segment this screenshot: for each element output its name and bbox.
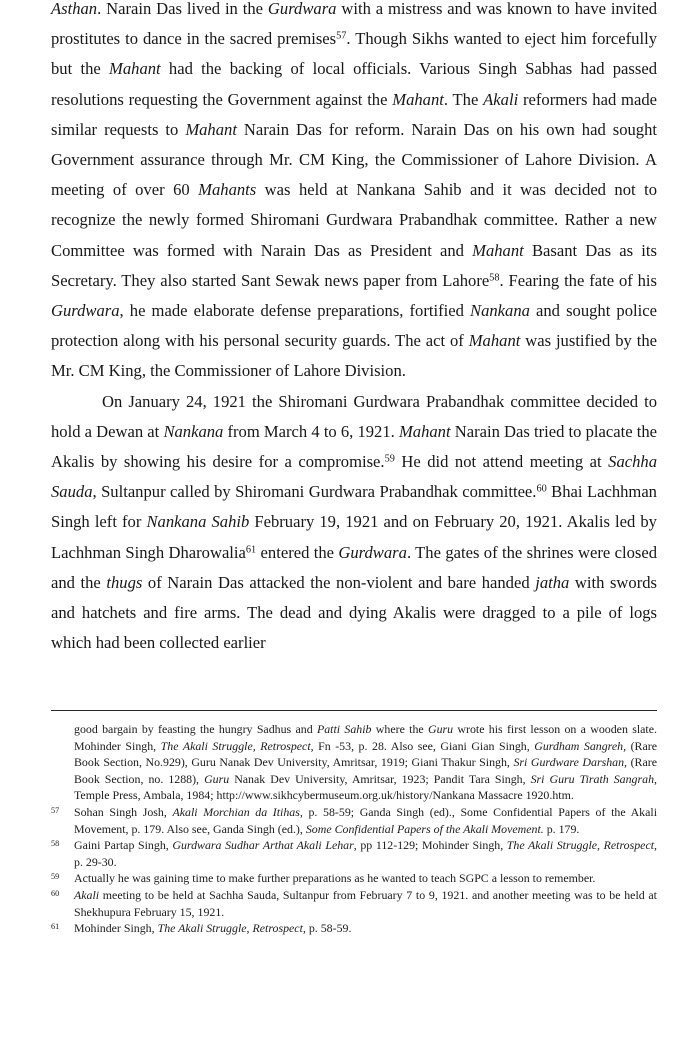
italic-term: The Akali Struggle, Retrospect, xyxy=(160,738,314,753)
text-run: . Though Sikhs wanted to eject him forcefully but the xyxy=(51,29,657,79)
footnote-entry xyxy=(51,870,657,887)
text-run: p. 58-59; Ganda Singh (ed)., Some Confidential Papers of the Akali Movement, p. 179. Also see, Ganda Singh (ed.), xyxy=(74,804,657,836)
italic-term: Sri Gurdware Darshan, xyxy=(513,755,628,770)
text-run: He did not attend meeting at xyxy=(394,452,609,472)
text-run: with swords and hatchets and fire arms. The dead and dying Akalis were dragged to a pile of logs which had been collected earlier xyxy=(51,572,657,653)
italic-term: Mahant xyxy=(392,89,444,109)
text-run: Basant Das as its Secretary. They also started Sant Sewak news paper from Lahore xyxy=(51,240,657,290)
footnote-reference[interactable]: 61 xyxy=(245,544,257,556)
italic-term: Gurdwara xyxy=(338,542,407,562)
text-run: (Rare Book Section, no. 1288), xyxy=(74,755,657,786)
footnote-number[interactable]: 59 xyxy=(51,872,60,882)
text-run: was held at Nankana Sahib and it was decided not to recognize the newly formed Shiromani Gurdwara Prabandhak committee. Rather a new Committee was formed with Narain Das as President and xyxy=(51,180,657,260)
text-run: p. 58-59. xyxy=(305,921,352,936)
footnote-text xyxy=(74,920,657,937)
text-run: meeting to be held at Sachha Sauda, Sultanpur from February 7 to 9, 1921. and another meeting was to be held at Shekhupura February 15, 1921. xyxy=(74,887,657,919)
italic-term: Nankana Sahib xyxy=(146,512,250,532)
italic-term: Sri Guru Tirath Sangrah, xyxy=(530,771,657,786)
italic-term: Asthan xyxy=(51,0,98,18)
italic-term: jatha xyxy=(535,572,570,592)
italic-term: Mahant xyxy=(398,421,451,441)
text-run: February 19, 1921 and on February 20, 1921. Akalis led by Lachhman Singh Dharowalia xyxy=(51,512,657,562)
italic-term: Mahant xyxy=(185,119,237,139)
italic-term: Mahant xyxy=(109,59,161,79)
italic-term: Some Confidential Papers of the Akali Movement. xyxy=(305,821,544,836)
italic-term: Akali xyxy=(74,887,100,902)
text-run: , pp 112-129; Mohinder Singh, xyxy=(353,838,507,853)
italic-term: Guru xyxy=(204,771,230,786)
footnote-reference[interactable]: 58 xyxy=(489,272,500,284)
text-run: and sought police protection along with his personal security guards. The act of xyxy=(51,301,657,351)
text-run: p. 179. xyxy=(543,821,580,836)
italic-term: Mahants xyxy=(198,180,257,200)
footnote-reference[interactable]: 59 xyxy=(384,453,395,465)
text-run: of Narain Das attacked the non-violent and bare handed xyxy=(142,572,536,592)
footnote-reference[interactable]: 60 xyxy=(536,483,547,495)
italic-term: Gurdwara Sudhar Arthat Akali Lehar xyxy=(172,838,354,853)
footnote-entry xyxy=(51,804,657,837)
text-run: (Rare Book Section, No.929), Guru Nanak Dev University, Amritsar, 1919; Giani Thakur Singh, xyxy=(74,738,657,770)
text-run: had the backing of local officials. Various Singh Sabhas had passed resolutions requesting the Government against the xyxy=(51,59,658,109)
text-run: . Narain Das lived in the xyxy=(97,0,268,18)
footnote-entry xyxy=(51,920,657,937)
text-run: Nanak Dev University, Amritsar, 1923; Pandit Tara Singh, xyxy=(229,771,531,786)
text-run: Sohan Singh Josh, xyxy=(74,804,173,819)
italic-term: The Akali Struggle, Retrospect, xyxy=(157,921,306,936)
text-run: Temple Press, Ambala, 1984; http://www.sikhcybermuseum.org.uk/history/Nankana Massacre 1920.htm. xyxy=(74,788,574,803)
text-run: was justified by the Mr. CM King, the Commissioner of Lahore Division. xyxy=(51,331,657,381)
text-run: p. 29-30. xyxy=(74,854,117,869)
footnote-number[interactable]: 61 xyxy=(51,922,60,932)
text-run: , Sultanpur called by Shiromani Gurdwara Prabandhak committee. xyxy=(92,482,537,502)
italic-term: Patti Sahib xyxy=(316,722,372,736)
footnote-number[interactable]: 57 xyxy=(51,805,60,815)
text-run: with a mistress and was known to have invited prostitutes to dance in the sacred premises xyxy=(51,0,657,49)
text-run: . The gates of the shrines were closed and the xyxy=(51,542,657,592)
text-run: from March 4 to 6, 1921. xyxy=(223,421,399,441)
text-run: entered the xyxy=(256,542,339,562)
text-run: , he made elaborate defense preparations, fortified xyxy=(119,301,470,321)
text-run: where the xyxy=(371,722,428,736)
text-run: Narain Das tried to placate the Akalis by showing his desire for a compromise. xyxy=(51,421,657,472)
text-run: . The xyxy=(443,89,484,109)
italic-term: The Akali Struggle, Retrospect, xyxy=(506,838,657,853)
text-run: Mohinder Singh, xyxy=(74,921,158,936)
italic-term: Akali Morchian da Itihas, xyxy=(172,804,303,819)
footnote-entry xyxy=(51,837,657,870)
body-paragraph xyxy=(51,387,657,659)
footnote-text xyxy=(74,721,657,804)
text-run: Gaini Partap Singh, xyxy=(74,838,173,853)
footnote-text xyxy=(74,870,657,887)
italic-term: Akali xyxy=(483,89,519,109)
text-run: Fn -53, p. 28. Also see, Giani Gian Singh, xyxy=(313,738,535,753)
italic-term: thugs xyxy=(106,572,143,592)
footnote-number[interactable]: 60 xyxy=(51,888,60,898)
text-run: reformers had made similar requests to xyxy=(51,89,657,139)
text-run: On January 24, 1921 the Shiromani Gurdwara Prabandhak committee decided to hold a Dewan at xyxy=(51,391,657,441)
text-run: good bargain by feasting the hungry Sadhus and xyxy=(74,722,317,736)
footnote-separator-rule xyxy=(51,710,657,711)
italic-term: Nankana xyxy=(470,301,530,321)
body-text-column xyxy=(51,0,657,658)
italic-term: Mahant xyxy=(472,240,524,260)
italic-term: Sachha Sauda xyxy=(51,452,657,502)
text-run: wrote his first lesson on a wooden slate. Mohinder Singh, xyxy=(74,722,657,753)
italic-term: Gurdham Sangreh, xyxy=(534,738,627,753)
footnote-text xyxy=(74,804,657,837)
text-run: Actually he was gaining time to make further preparations as he wanted to teach SGPC a lesson to remember. xyxy=(74,871,596,886)
text-run: Bhai Lachhman Singh left for xyxy=(51,482,657,532)
italic-term: Nankana xyxy=(163,421,224,441)
footnote-text xyxy=(74,887,657,920)
footnote-continuation xyxy=(51,721,657,804)
footnote-number[interactable]: 58 xyxy=(51,839,60,849)
body-paragraph xyxy=(51,0,657,387)
italic-term: Gurdwara xyxy=(267,0,337,18)
footnote-block xyxy=(51,721,657,937)
italic-term: Mahant xyxy=(468,331,521,351)
text-run: . Fearing the fate of his xyxy=(499,270,657,290)
italic-term: Guru xyxy=(427,722,454,736)
italic-term: Gurdwara xyxy=(51,301,120,321)
text-run: Narain Das for reform. Narain Das on his own had sought Government assurance through Mr. CM King, the Commissioner of Lahore Division. A meeting of over 60 xyxy=(51,119,657,200)
footnote-text xyxy=(74,837,657,870)
footnote-entry xyxy=(51,887,657,920)
footnote-reference[interactable]: 57 xyxy=(336,30,347,42)
